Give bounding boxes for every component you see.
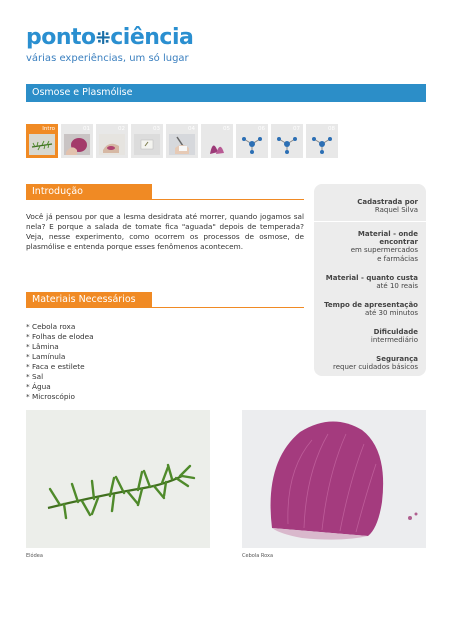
step-tab-06[interactable] — [236, 124, 268, 158]
info-difficulty — [318, 328, 418, 345]
step-tab-01[interactable] — [61, 124, 93, 158]
step-tab-05[interactable] — [201, 124, 233, 158]
cutting-thumbnail-icon — [99, 134, 125, 155]
info-where-to-find — [318, 230, 418, 264]
elodea-thumbnail-icon — [29, 134, 55, 155]
step-navigation — [26, 124, 356, 158]
logo-part-ciencia: ciência — [110, 25, 194, 50]
page-title: Osmose e Plasmólise — [26, 84, 426, 102]
intro-heading: Introdução — [26, 184, 152, 200]
molecule-placeholder-icon — [274, 134, 300, 155]
step-label: 05 — [223, 126, 230, 132]
logo-part-ponto: ponto — [26, 25, 96, 50]
info-label: Segurança — [376, 355, 418, 363]
info-registered-by — [318, 198, 418, 215]
logo-molecule-icon: ⁜ — [95, 28, 111, 49]
info-label: Material - quanto custa — [325, 274, 418, 282]
molecule-placeholder-icon — [239, 134, 265, 155]
sidebar-divider — [314, 221, 426, 222]
dropper-thumbnail-icon — [169, 134, 195, 155]
elodea-photo — [26, 410, 210, 548]
info-sidebar — [314, 184, 426, 376]
materials-list — [26, 322, 94, 402]
intro-paragraph: Você já pensou por que a lesma desidrata até morrer, quando jogamos sal nela? E porque a salada de tomate fica "aguada" depois de temperada? Veja, nesse experimento, como ocorrem os processos de osmose, de plasmólise e entenda porque esses fenômenos acontecem. — [26, 212, 304, 251]
elodea-caption: Elódea — [26, 553, 43, 559]
info-presentation-time — [318, 301, 418, 318]
info-label: Cadastrada por — [357, 198, 418, 206]
onion-photo — [242, 410, 426, 548]
info-value: Raquel Silva — [374, 206, 418, 214]
onion-leaf-thumbnail-icon — [204, 134, 230, 155]
step-tab-03[interactable] — [131, 124, 163, 158]
step-tab-04[interactable] — [166, 124, 198, 158]
intro-divider — [26, 199, 304, 200]
step-label: 08 — [328, 126, 335, 132]
step-label: 02 — [118, 126, 125, 132]
step-label: 03 — [153, 126, 160, 132]
materials-heading: Materiais Necessários — [26, 292, 152, 308]
info-value: até 30 minutos — [364, 309, 418, 317]
onion-caption: Cebola Roxa — [242, 553, 274, 559]
step-label: 06 — [258, 126, 265, 132]
step-label: 04 — [188, 126, 195, 132]
list-item: * Água — [26, 382, 51, 391]
info-value: requer cuidados básicos — [333, 363, 418, 371]
step-label: 01 — [83, 126, 90, 132]
info-label: Tempo de apresentação — [324, 301, 418, 309]
onion-hand-thumbnail-icon — [64, 134, 90, 155]
elodea-sprig-image — [26, 410, 210, 548]
list-item: * Lâmina — [26, 342, 59, 351]
materials-divider — [26, 307, 304, 308]
list-item: * Cebola roxa — [26, 322, 76, 331]
step-tab-07[interactable] — [271, 124, 303, 158]
step-label: 07 — [293, 126, 300, 132]
logo-tagline: várias experiências, um só lugar — [26, 53, 189, 64]
step-tab-02[interactable] — [96, 124, 128, 158]
info-cost — [318, 274, 418, 291]
list-item: * Folhas de elodea — [26, 332, 94, 341]
molecule-placeholder-icon — [309, 134, 335, 155]
site-logo[interactable] — [26, 26, 193, 64]
info-value: até 10 reais — [376, 282, 418, 290]
info-label: Dificuldade — [373, 328, 418, 336]
info-value: em supermercados — [350, 246, 418, 254]
info-value: intermediário — [370, 336, 418, 344]
info-safety — [318, 355, 418, 372]
list-item: * Microscópio — [26, 392, 76, 401]
step-label: Intro — [42, 126, 55, 132]
step-tab-intro[interactable] — [26, 124, 58, 158]
step-tab-08[interactable] — [306, 124, 338, 158]
logo-wordmark — [26, 26, 193, 51]
info-value: e farmácias — [377, 255, 418, 263]
slide-thumbnail-icon — [134, 134, 160, 155]
list-item: * Faca e estilete — [26, 362, 85, 371]
red-onion-image — [242, 410, 426, 548]
list-item: * Lamínula — [26, 352, 66, 361]
list-item: * Sal — [26, 372, 44, 381]
info-label: Material - onde encontrar — [357, 230, 418, 246]
